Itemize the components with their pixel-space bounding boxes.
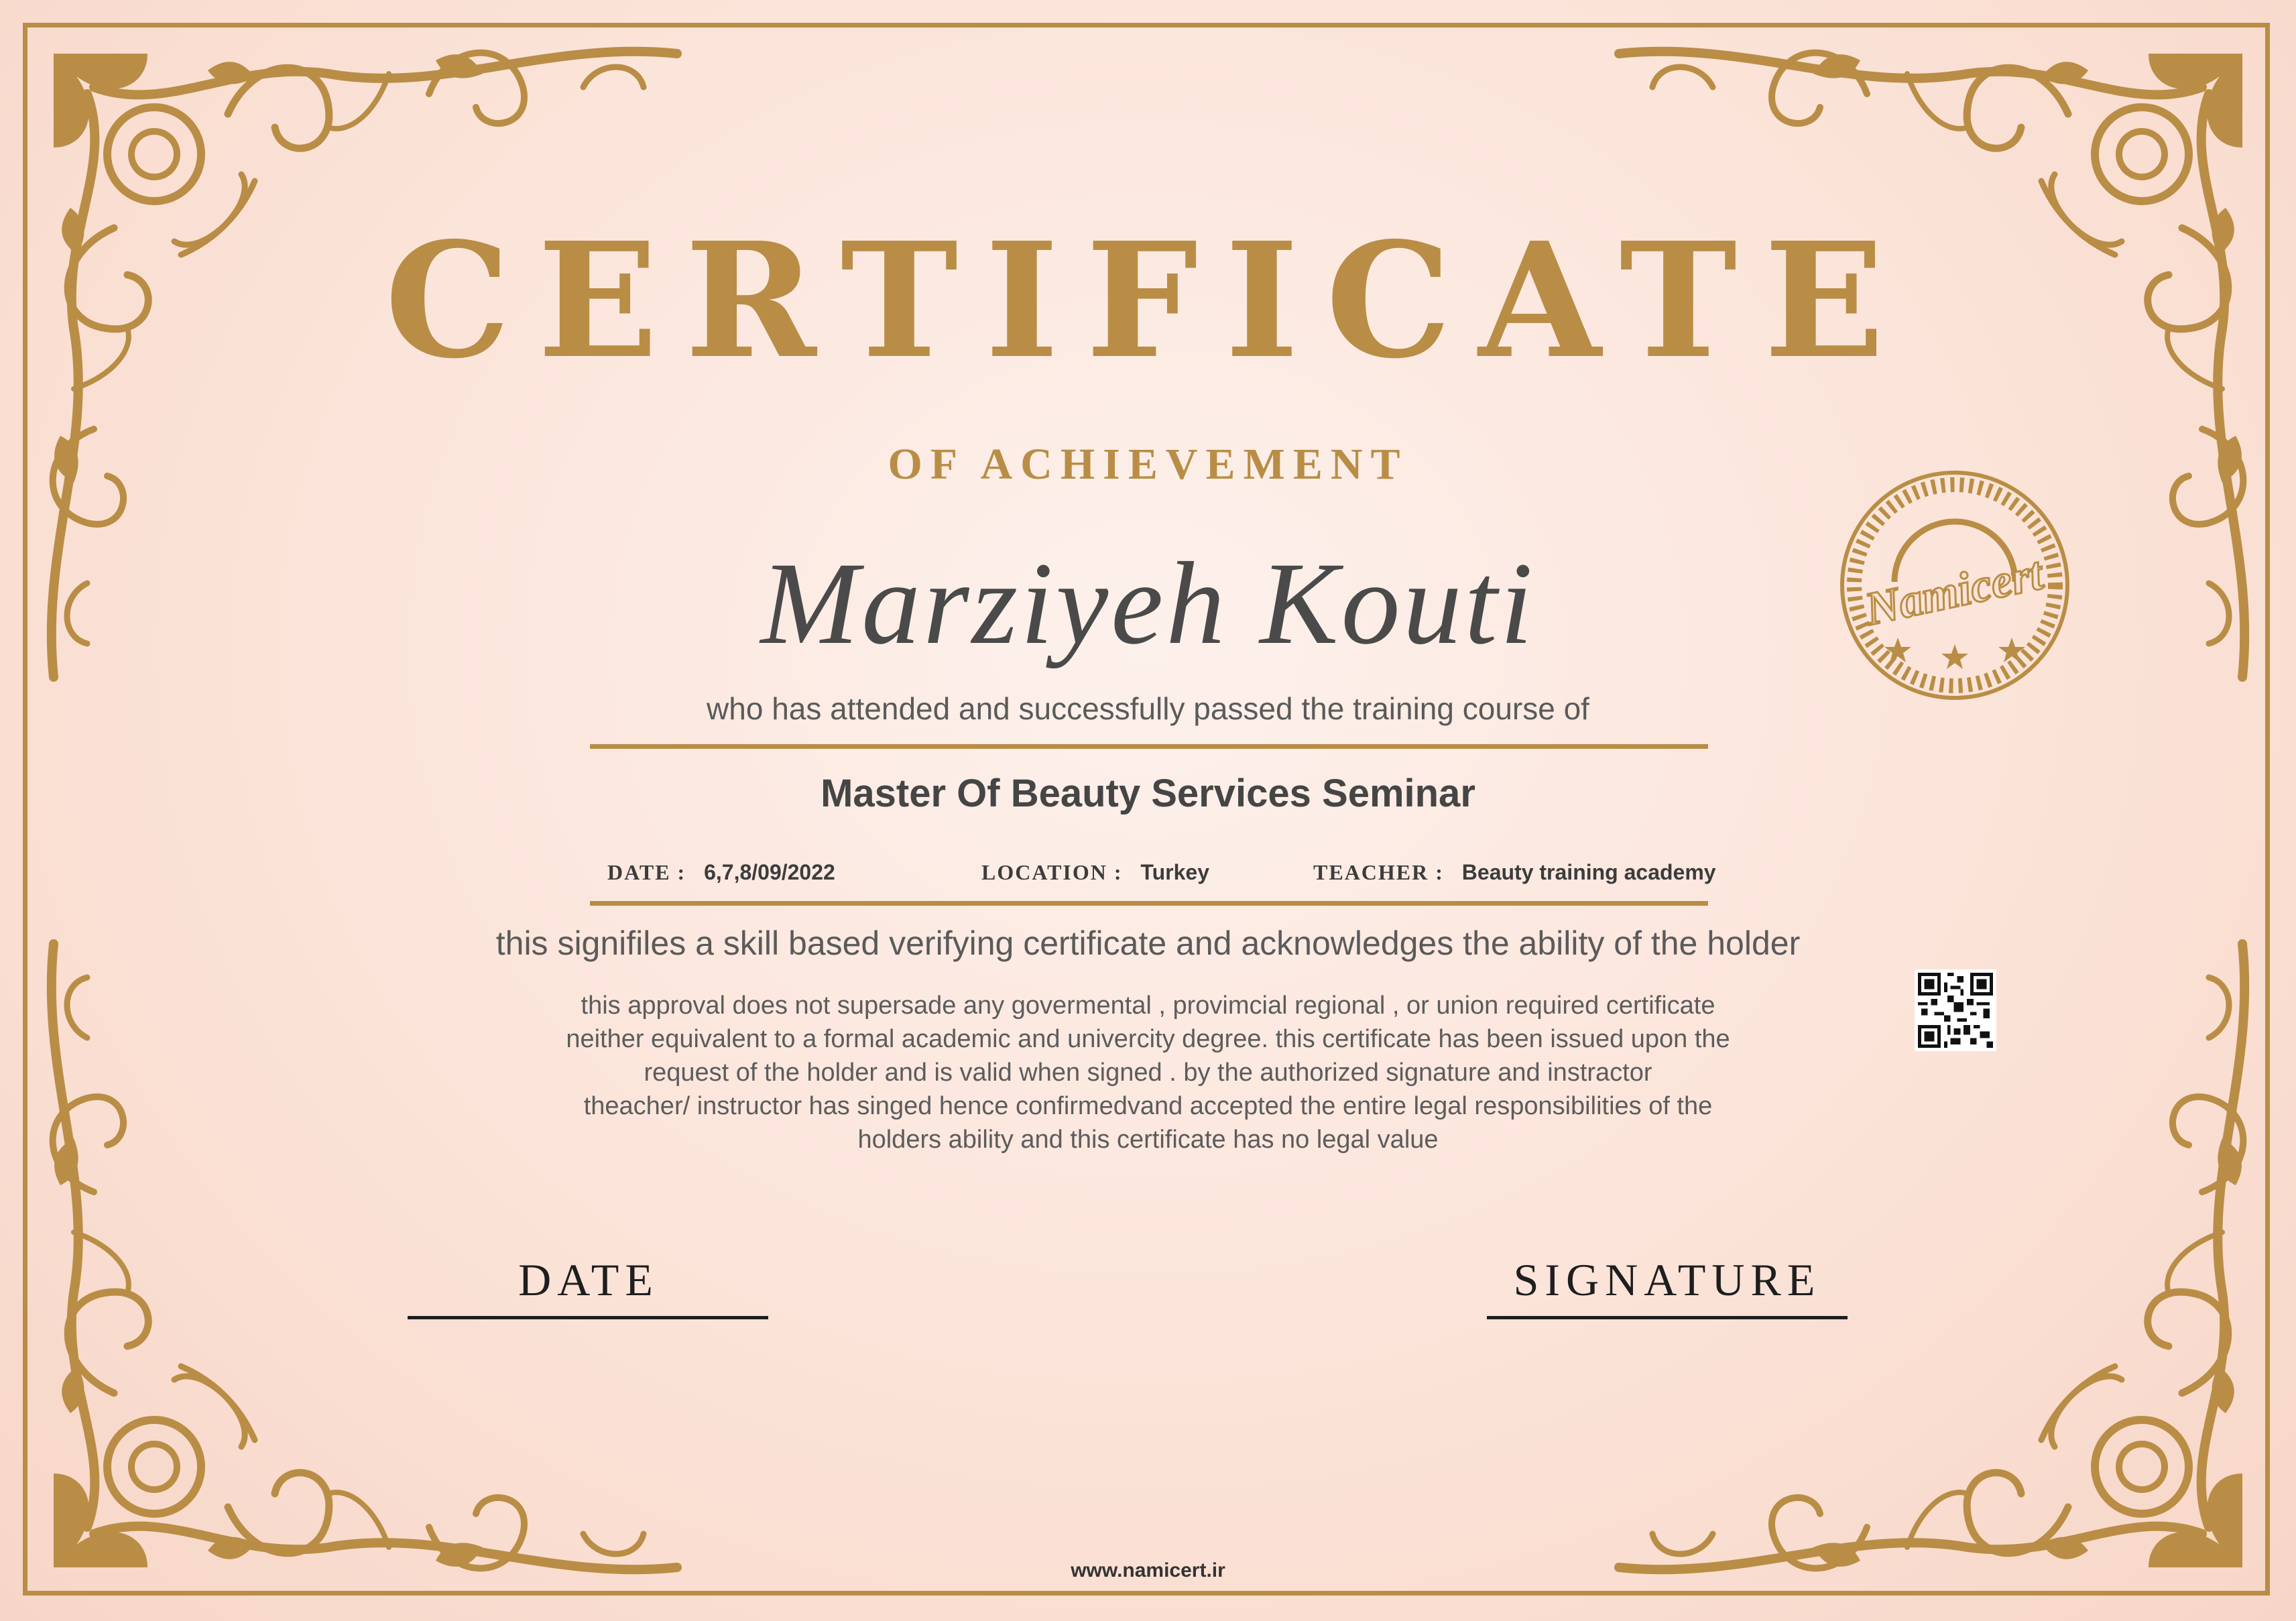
disclaimer-line: this approval does not supersade any govermental , provimcial regional , or union required certificate [581, 992, 1715, 1020]
statement-text: this signifiles a skill based verifying certificate and acknowledges the ability of the holder [495, 924, 1801, 962]
certificate-subtitle: OF ACHIEVEMENT [888, 440, 1408, 489]
location-detail-label: LOCATION : [981, 860, 1123, 884]
disclaimer-text [469, 989, 1827, 1156]
footer-date-label: DATE [518, 1254, 659, 1305]
course-name: Master Of Beauty Services Seminar [821, 772, 1475, 815]
namicert-seal-icon [1834, 465, 2075, 706]
seal-text: Namicert [1860, 548, 2048, 636]
disclaimer-line: theacher/ instructor has singed hence confirmedvand accepted the entire legal responsibilities of the [583, 1092, 1713, 1120]
location-detail-value: Turkey [1140, 860, 1209, 884]
disclaimer-line: holders ability and this certificate has no legal value [857, 1126, 1439, 1154]
footer-signature-label: SIGNATURE [1513, 1254, 1821, 1305]
qr-code-icon[interactable] [1915, 969, 1996, 1051]
teacher-detail-label: TEACHER : [1313, 860, 1444, 884]
disclaimer-line: request of the holder and is valid when signed . by the authorized signature and instractor [644, 1059, 1652, 1087]
location-detail [981, 860, 1209, 885]
date-detail [607, 860, 835, 885]
recipient-name: Marziyeh Kouti [760, 538, 1536, 669]
intro-text: who has attended and successfully passed the training course of [707, 691, 1589, 726]
website-link[interactable]: www.namicert.ir [1071, 1559, 1225, 1581]
signature-line[interactable] [1487, 1316, 1848, 1319]
certificate-title: CERTIFICATE [384, 207, 1912, 394]
teacher-detail [1313, 860, 1716, 885]
course-divider-bottom [590, 901, 1708, 906]
teacher-detail-value: Beauty training academy [1461, 860, 1716, 884]
date-detail-label: DATE : [607, 860, 686, 884]
course-divider-top [590, 744, 1708, 749]
date-detail-value: 6,7,8/09/2022 [704, 860, 835, 884]
date-signature-line[interactable] [408, 1316, 768, 1319]
disclaimer-line: neither equivalent to a formal academic and univercity degree. this certificate has been issued upon the [566, 1025, 1730, 1053]
